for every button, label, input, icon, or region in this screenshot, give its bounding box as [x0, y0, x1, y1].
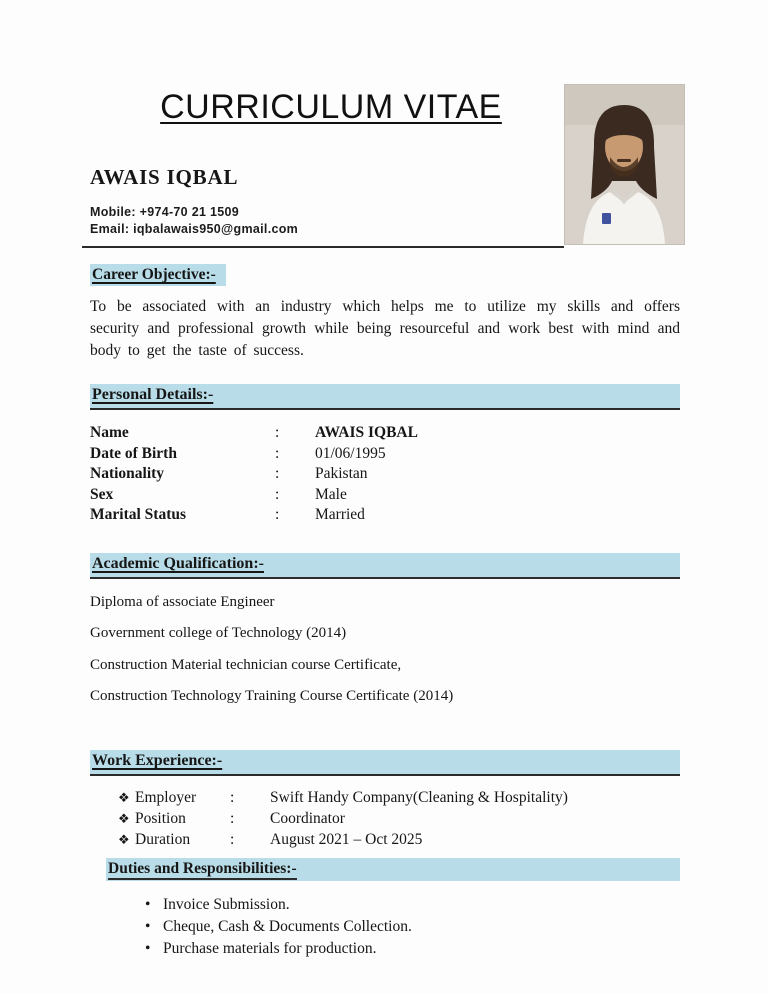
work-value: August 2021 – Oct 2025: [270, 831, 423, 848]
profile-photo: [565, 85, 684, 244]
diamond-bullet-icon: ❖: [118, 832, 130, 847]
detail-separator: :: [275, 465, 280, 482]
detail-label: Marital Status: [90, 506, 187, 523]
detail-label: Name: [90, 424, 129, 441]
table-row: [90, 787, 680, 808]
duties-list: [90, 894, 680, 960]
dot-bullet-icon: •: [145, 896, 151, 913]
work-separator: :: [230, 810, 235, 827]
work-label: Employer: [135, 789, 197, 806]
work-experience-heading: [90, 750, 680, 776]
list-item: [90, 894, 680, 916]
candidate-name: AWAIS IQBAL: [90, 165, 239, 189]
diamond-bullet-icon: ❖: [118, 790, 130, 805]
personal-details-heading: [90, 384, 680, 410]
academic-qualification-heading: [90, 553, 680, 579]
profile-photo-illustration: [565, 85, 684, 244]
work-experience-table: [90, 787, 680, 850]
table-row: [90, 464, 680, 485]
detail-value: AWAIS IQBAL: [315, 424, 418, 441]
personal-details-heading-text: Personal Details:-: [92, 386, 214, 403]
work-label: Duration: [135, 831, 191, 848]
detail-separator: :: [275, 485, 280, 503]
detail-separator: :: [275, 444, 280, 462]
email-line: Email: iqbalawais950@gmail.com: [90, 222, 299, 236]
detail-label: Sex: [90, 485, 114, 503]
table-row: [90, 829, 680, 850]
list-item: Government college of Technology (2014): [90, 625, 347, 641]
list-item: [90, 938, 680, 960]
detail-value: Male: [315, 485, 347, 503]
header-divider: [82, 246, 564, 248]
mobile-line: Mobile: +974-70 21 1509: [90, 205, 239, 219]
detail-label: Date of Birth: [90, 444, 177, 462]
dot-bullet-icon: •: [145, 940, 151, 957]
dot-bullet-icon: •: [145, 918, 151, 935]
page-title: CURRICULUM VITAE: [160, 88, 502, 126]
table-row: [90, 505, 680, 526]
academic-qualification-list: [90, 594, 680, 705]
work-label: Position: [135, 810, 186, 827]
detail-value: Pakistan: [315, 465, 368, 482]
list-item: Construction Material technician course Certificate,: [90, 656, 402, 673]
academic-qualification-heading-text: Academic Qualification:-: [92, 554, 264, 572]
work-value: Swift Handy Company(Cleaning & Hospitality): [270, 789, 568, 806]
duty-text: Invoice Submission.: [163, 896, 290, 913]
duties-heading: [106, 858, 680, 881]
detail-value: 01/06/1995: [315, 444, 386, 462]
detail-separator: :: [275, 424, 280, 441]
table-row: [90, 444, 680, 465]
detail-label: Nationality: [90, 465, 165, 482]
work-experience-heading-text: Work Experience:-: [92, 752, 223, 769]
duty-text: Purchase materials for production.: [163, 940, 377, 957]
duties-heading-text: Duties and Responsibilities:-: [108, 860, 297, 880]
career-objective-heading: [90, 264, 226, 286]
duty-text: Cheque, Cash & Documents Collection.: [163, 918, 412, 935]
career-objective-heading-text: Career Objective:-: [92, 266, 216, 283]
diamond-bullet-icon: ❖: [118, 811, 130, 826]
table-row: [90, 423, 680, 444]
list-item: Construction Technology Training Course Certificate (2014): [90, 688, 454, 704]
table-row: [90, 808, 680, 829]
career-objective-text: To be associated with an industry which helps me to utilize my skills and offers security and professional growth while being resourceful and work best with mind and body to get the taste of success.: [90, 298, 680, 359]
detail-separator: :: [275, 506, 280, 523]
list-item: [90, 916, 680, 938]
personal-details-table: [90, 423, 680, 526]
work-separator: :: [230, 789, 235, 806]
table-row: [90, 485, 680, 506]
work-value: Coordinator: [270, 810, 345, 827]
list-item: Diploma of associate Engineer: [90, 593, 275, 610]
work-separator: :: [230, 831, 235, 848]
detail-value: Married: [315, 506, 365, 523]
